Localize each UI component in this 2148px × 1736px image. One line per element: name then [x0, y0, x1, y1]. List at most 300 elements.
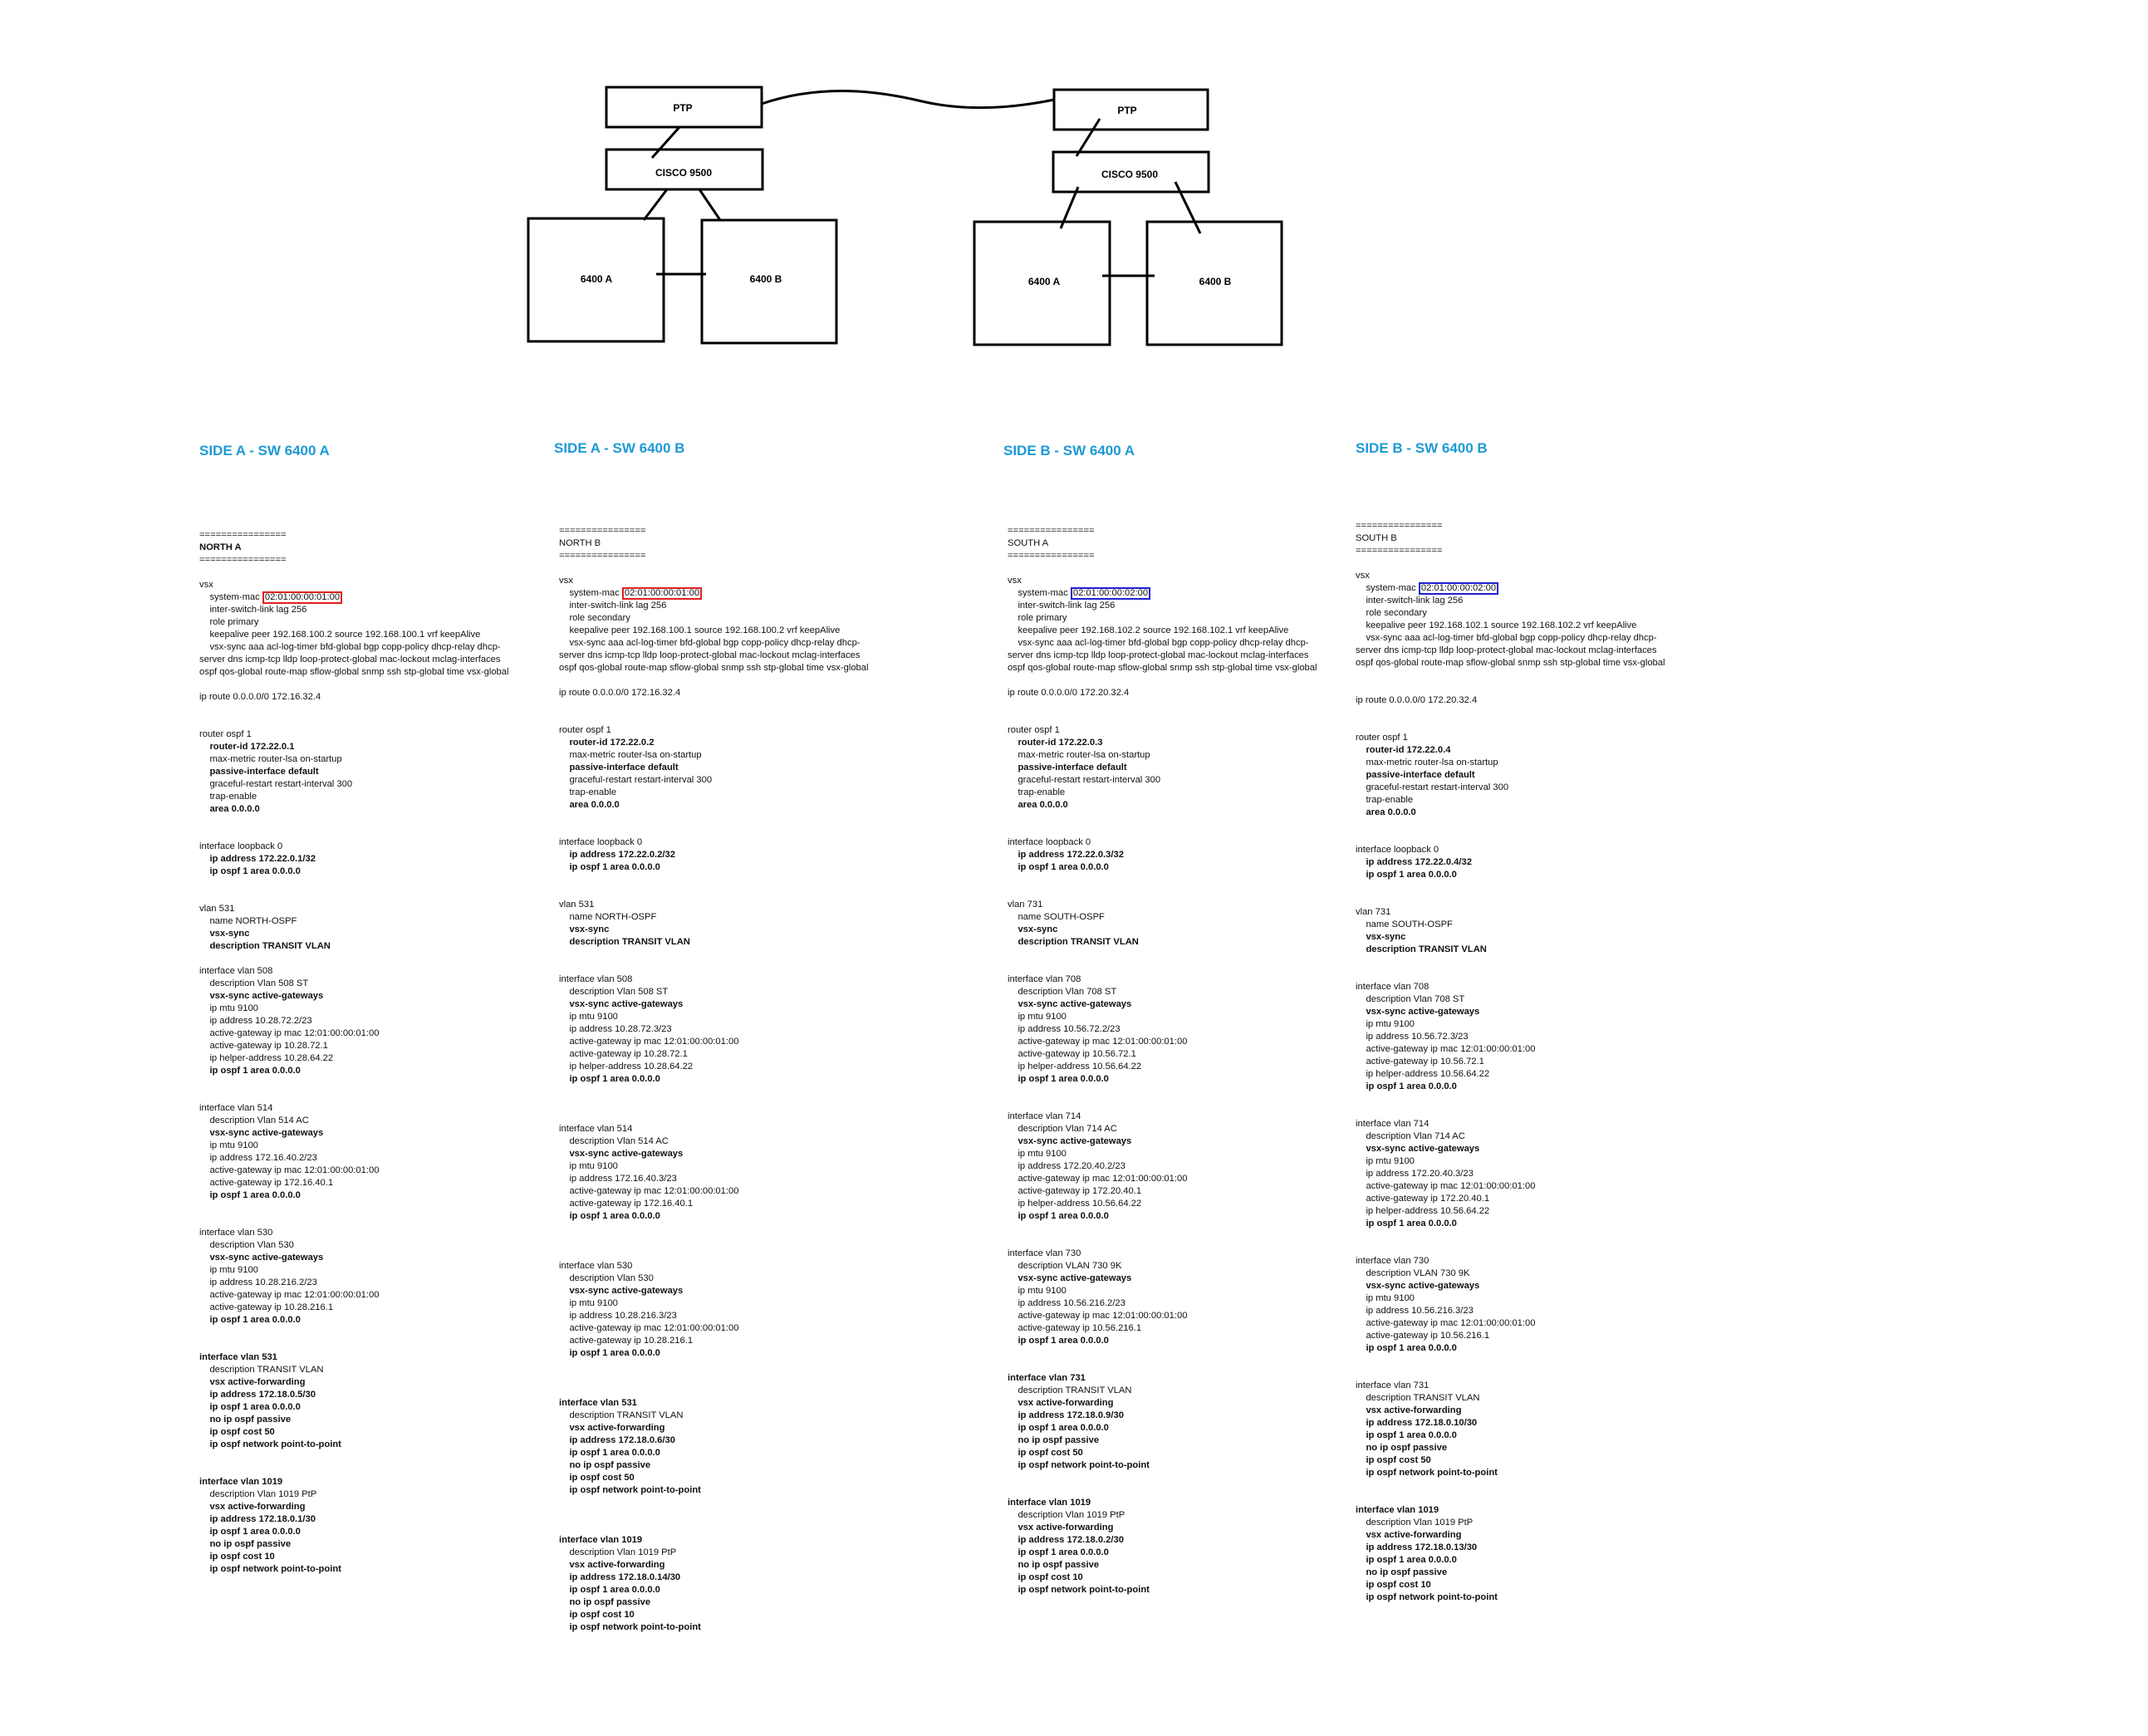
config-line: [559, 762, 870, 774]
config-line: [1008, 1061, 1319, 1073]
config-line-text: active-gateway ip mac 12:01:00:00:01:00: [559, 1186, 739, 1196]
config-line: [559, 1509, 870, 1522]
config-line-text: area 0.0.0.0: [559, 800, 620, 810]
config-line-text: interface vlan 730: [1356, 1256, 1430, 1266]
config-line-text: interface vlan 714: [1356, 1119, 1430, 1129]
config-line: [559, 1360, 870, 1372]
config-line-text: trap-enable: [1356, 795, 1414, 805]
config-line-text: description TRANSIT VLAN: [559, 937, 690, 947]
config-line: [559, 674, 870, 687]
config-line-text: ip mtu 9100: [1008, 1286, 1067, 1296]
config-line: [559, 799, 870, 812]
config-line-text: ip mtu 9100: [199, 1140, 258, 1150]
config-line-text: no ip ospf passive: [199, 1539, 292, 1549]
config-line: [1356, 1280, 1667, 1292]
config-line: [199, 566, 511, 579]
config-line-text: role secondary: [559, 613, 630, 623]
config-line: [1008, 712, 1319, 724]
config-line: [199, 1389, 511, 1401]
config-line-text: ip ospf cost 50: [199, 1427, 275, 1437]
config-line: [1356, 520, 1667, 532]
config-line: [1008, 1372, 1319, 1385]
switch-6400-b-side-a-label: 6400 B: [749, 273, 782, 285]
config-line-text: interface loopback 0: [559, 837, 643, 847]
config-line: [199, 1476, 511, 1488]
config-line-text: interface vlan 1019: [1356, 1505, 1439, 1515]
config-line: [559, 724, 870, 737]
config-line-text: interface vlan 730: [1008, 1248, 1081, 1258]
config-line: [1008, 812, 1319, 824]
config-line-text: vsx active-forwarding: [559, 1560, 665, 1570]
config-line-text: ip helper-address 10.56.64.22: [1356, 1206, 1490, 1216]
config-line-text: role primary: [199, 617, 259, 627]
config-line-text: vsx: [559, 576, 573, 586]
config-line: [1356, 1504, 1667, 1517]
config-line: [1008, 998, 1319, 1011]
config-line: [1356, 1243, 1667, 1255]
config-line: [1008, 1572, 1319, 1584]
config-line-text: ip ospf 1 area 0.0.0.0: [1008, 1074, 1109, 1084]
config-line-text: vsx-sync: [559, 924, 610, 934]
config-line-text: ip ospf 1 area 0.0.0.0: [199, 1190, 301, 1200]
config-line: [1356, 607, 1667, 620]
config-line-text: vsx-sync active-gateways: [199, 991, 324, 1001]
config-line-text: description TRANSIT VLAN: [1356, 1393, 1480, 1403]
config-line-text: ip ospf 1 area 0.0.0.0: [1356, 1555, 1457, 1565]
config-line: [559, 774, 870, 787]
config-line: [559, 886, 870, 899]
config-line: [1008, 1198, 1319, 1210]
config-line: [1356, 1554, 1667, 1567]
system-mac-highlight: 02:01:00:00:02:00: [1419, 582, 1498, 595]
config-line-text: ip mtu 9100: [559, 1012, 618, 1022]
config-line: [1008, 1011, 1319, 1023]
config-line: [199, 878, 511, 890]
config-line: [1008, 961, 1319, 973]
config-line: [199, 1327, 511, 1339]
config-line: [1356, 669, 1667, 682]
config-line-text: active-gateway ip mac 12:01:00:00:01:00: [1008, 1174, 1188, 1184]
config-line: [1356, 1517, 1667, 1529]
config-line-text: ip ospf 1 area 0.0.0.0: [1008, 1211, 1109, 1221]
config-line: [559, 1123, 870, 1135]
config-line-text: active-gateway ip 172.20.40.1: [1008, 1186, 1142, 1196]
config-line: [1008, 1148, 1319, 1160]
config-line-text: vsx-sync active-gateways: [1356, 1281, 1480, 1291]
config-line-text: SOUTH B: [1356, 533, 1397, 543]
config-line-text: interface loopback 0: [199, 841, 283, 851]
config-line-text: description Vlan 514 AC: [559, 1136, 669, 1146]
config-line: [1008, 1160, 1319, 1173]
config-line: [559, 1559, 870, 1572]
section-heading-side-a-sw-b: SIDE A - SW 6400 B: [554, 440, 685, 456]
config-line: [1356, 1106, 1667, 1118]
config-line-text: ip mtu 9100: [199, 1265, 258, 1275]
config-line-text: active-gateway ip mac 12:01:00:00:01:00: [199, 1165, 380, 1175]
config-line: [1008, 899, 1319, 911]
config-block-side-b-sw-b: [1356, 520, 1667, 1604]
config-line-text: area 0.0.0.0: [1356, 807, 1416, 817]
config-line: [1356, 1018, 1667, 1031]
config-line: [1008, 911, 1319, 924]
config-line: [199, 1302, 511, 1314]
config-line-text: max-metric router-lsa on-startup: [1356, 758, 1498, 767]
config-line-text: ip helper-address 10.56.64.22: [1008, 1062, 1142, 1072]
config-line-text: vsx-sync active-gateways: [559, 999, 684, 1009]
config-line: [1356, 1292, 1667, 1305]
config-line: [559, 1160, 870, 1173]
config-line-text: ip mtu 9100: [559, 1161, 618, 1171]
config-line: [199, 1252, 511, 1264]
config-line: [199, 1227, 511, 1239]
config-line-text: ip address 172.16.40.3/23: [559, 1174, 677, 1184]
config-line-text: ip address 172.22.0.2/32: [559, 850, 675, 860]
config-line: [1008, 799, 1319, 812]
config-line-text: vsx active-forwarding: [1008, 1523, 1114, 1532]
config-line: [1356, 869, 1667, 881]
config-line-text: name NORTH-OSPF: [199, 916, 297, 926]
config-line: [199, 1115, 511, 1127]
config-line-text: ip helper-address 10.56.64.22: [1356, 1069, 1490, 1079]
config-line: [1008, 787, 1319, 799]
config-line: [1356, 1043, 1667, 1056]
config-line-text: vsx: [1008, 576, 1022, 586]
config-line-text: ip ospf 1 area 0.0.0.0: [1356, 1430, 1457, 1440]
config-line: [199, 990, 511, 1003]
config-line: [1356, 719, 1667, 732]
config-line-text: ================: [199, 555, 287, 565]
config-line-text: ip address 172.18.0.10/30: [1356, 1418, 1478, 1428]
config-line: [199, 866, 511, 878]
config-line: [1356, 831, 1667, 844]
config-line: [199, 1364, 511, 1376]
config-line: [559, 1285, 870, 1297]
config-line-text: interface vlan 714: [1008, 1111, 1081, 1121]
config-line-text: vsx active-forwarding: [559, 1423, 665, 1433]
config-line-text: interface vlan 530: [559, 1261, 633, 1271]
config-line-text: ================: [1008, 526, 1095, 536]
config-line-text: interface vlan 514: [199, 1103, 273, 1113]
config-line: [1356, 1467, 1667, 1479]
config-line: [1008, 1123, 1319, 1135]
config-line: [199, 1439, 511, 1451]
config-line: [1008, 562, 1319, 575]
config-line: [559, 1621, 870, 1634]
config-line: [559, 1273, 870, 1285]
config-line: [199, 1488, 511, 1501]
config-line: [1008, 762, 1319, 774]
config-line: [1356, 1180, 1667, 1193]
config-line: [1356, 1542, 1667, 1554]
config-line: [199, 1102, 511, 1115]
config-line-text: ip address 172.22.0.3/32: [1008, 850, 1124, 860]
config-line: [559, 1584, 870, 1596]
config-line-text: ip ospf network point-to-point: [559, 1622, 701, 1632]
config-line-text: active-gateway ip mac 12:01:00:00:01:00: [559, 1037, 739, 1047]
config-line: [199, 741, 511, 753]
config-line-text: graceful-restart restart-interval 300: [1356, 782, 1509, 792]
config-line-text: ip address 10.56.216.2/23: [1008, 1298, 1125, 1308]
config-line: [559, 1422, 870, 1434]
config-line-text: ip address 172.20.40.3/23: [1356, 1169, 1474, 1179]
config-line: [559, 874, 870, 886]
config-line: [559, 575, 870, 587]
config-line: [1008, 1559, 1319, 1572]
config-line: [559, 749, 870, 762]
config-line: [559, 1322, 870, 1335]
config-line: [1356, 1168, 1667, 1180]
config-line-text: ip ospf cost 50: [1356, 1455, 1431, 1465]
config-line-text: ip ospf 1 area 0.0.0.0: [199, 1402, 301, 1412]
config-line-text: passive-interface default: [1008, 763, 1127, 772]
config-line: [559, 861, 870, 874]
config-line: [559, 637, 870, 674]
config-line-text: vsx-sync aaa acl-log-timer bfd-global bgp copp-policy dhcp-relay dhcp-server dns icmp-tcp lldp loop-protect-global mac-lockout mclag-interfaces ospf qos-global route-map sflow-global snmp ssh stp-global time vsx-global: [1008, 638, 1317, 673]
config-line-text: description Vlan 714 AC: [1356, 1131, 1465, 1141]
config-line-text: ip address 172.22.0.1/32: [199, 854, 316, 864]
config-line: [559, 824, 870, 836]
config-line: [1356, 1118, 1667, 1130]
config-line: [559, 1011, 870, 1023]
config-line-text: ip address 172.16.40.2/23: [199, 1153, 317, 1163]
config-line: [1356, 956, 1667, 969]
config-line: [1008, 612, 1319, 625]
config-line-text: ip address 10.56.216.3/23: [1356, 1306, 1474, 1316]
config-line: [199, 1202, 511, 1214]
network-diagram: [0, 0, 2148, 382]
config-line: [559, 1572, 870, 1584]
config-line: [1008, 874, 1319, 886]
config-line: [1356, 1155, 1667, 1168]
config-line: [1008, 1547, 1319, 1559]
config-line-text: description Vlan 1019 PtP: [559, 1547, 677, 1557]
config-line: [1356, 1430, 1667, 1442]
config-line: [559, 836, 870, 849]
config-line: [559, 1235, 870, 1248]
config-line: [199, 778, 511, 791]
config-line-text: vlan 531: [199, 904, 235, 914]
config-line: [199, 1426, 511, 1439]
config-line: [559, 1547, 870, 1559]
config-line: [199, 1239, 511, 1252]
config-line: [559, 936, 870, 949]
config-line: [1356, 819, 1667, 831]
config-line-text: keepalive peer 192.168.102.1 source 192.168.102.2 vrf keepAlive: [1356, 620, 1637, 630]
config-line-text: router ospf 1: [1008, 725, 1060, 735]
config-line-text: system-mac: [559, 588, 622, 598]
config-line-text: ip address 172.18.0.14/30: [559, 1572, 681, 1582]
config-line: [1356, 993, 1667, 1006]
config-line-text: vsx active-forwarding: [199, 1502, 306, 1512]
config-line-text: inter-switch-link lag 256: [1356, 596, 1464, 606]
config-line: [1008, 1484, 1319, 1497]
config-line-text: interface vlan 731: [1008, 1373, 1086, 1383]
config-line-text: interface vlan 514: [559, 1124, 633, 1134]
config-line: [199, 978, 511, 990]
config-line-text: vsx-sync: [199, 929, 250, 939]
config-line: [199, 890, 511, 903]
config-line: [1008, 687, 1319, 699]
config-line-text: ip ospf 1 area 0.0.0.0: [1356, 1081, 1457, 1091]
config-line: [199, 629, 511, 641]
config-line-text: vsx active-forwarding: [1356, 1405, 1462, 1415]
config-line: [1356, 620, 1667, 632]
config-line-text: ip helper-address 10.56.64.22: [1008, 1199, 1142, 1209]
config-line: [559, 1260, 870, 1273]
config-line-text: SOUTH A: [1008, 538, 1049, 548]
config-line-text: ip helper-address 10.28.64.22: [199, 1053, 334, 1063]
config-line: [1356, 782, 1667, 794]
config-line-text: ip ospf 1 area 0.0.0.0: [199, 1315, 301, 1325]
config-line-text: active-gateway ip mac 12:01:00:00:01:00: [1008, 1311, 1188, 1321]
config-line: [199, 1189, 511, 1202]
config-line: [199, 853, 511, 866]
config-line: [1008, 1023, 1319, 1036]
config-line-text: ip ospf 1 area 0.0.0.0: [199, 1066, 301, 1076]
config-line: [1356, 744, 1667, 757]
config-line: [199, 1351, 511, 1364]
config-line-text: active-gateway ip 10.56.72.1: [1008, 1049, 1136, 1059]
config-line-text: ip address 172.18.0.5/30: [199, 1390, 316, 1400]
config-line: [559, 1434, 870, 1447]
config-line: [1008, 1347, 1319, 1360]
config-line-text: ip address 172.18.0.2/30: [1008, 1535, 1124, 1545]
config-line: [1008, 1397, 1319, 1410]
config-line: [1356, 1268, 1667, 1280]
config-line: [559, 1198, 870, 1210]
config-line: [1008, 774, 1319, 787]
config-line-text: description Vlan 1019 PtP: [199, 1489, 317, 1499]
config-line: [1008, 587, 1319, 600]
config-line: [559, 525, 870, 537]
config-line-text: description TRANSIT VLAN: [1008, 937, 1139, 947]
config-line: [559, 1048, 870, 1061]
config-line-text: ip ospf 1 area 0.0.0.0: [199, 866, 301, 876]
config-line-text: active-gateway ip 172.16.40.1: [199, 1178, 334, 1188]
config-line: [1356, 632, 1667, 669]
config-line-text: system-mac: [1008, 588, 1071, 598]
config-line: [1008, 1534, 1319, 1547]
config-line-text: active-gateway ip mac 12:01:00:00:01:00: [1356, 1318, 1536, 1328]
config-line: [1356, 1081, 1667, 1093]
config-line: [559, 1596, 870, 1609]
config-line: [199, 616, 511, 629]
config-line-text: description Vlan 714 AC: [1008, 1124, 1117, 1134]
config-line: [199, 791, 511, 803]
config-line: [559, 849, 870, 861]
config-line: [1356, 856, 1667, 869]
ptp-b-label: PTP: [1117, 105, 1137, 116]
config-line: [199, 1563, 511, 1576]
config-line: [1008, 1260, 1319, 1273]
config-line-text: ip ospf network point-to-point: [1008, 1460, 1150, 1470]
config-line-text: vsx-sync active-gateways: [559, 1149, 684, 1159]
config-line: [199, 529, 511, 542]
config-line-text: name SOUTH-OSPF: [1008, 912, 1105, 922]
config-line-text: ip ospf 1 area 0.0.0.0: [559, 1585, 660, 1595]
config-line: [1356, 1479, 1667, 1492]
config-line-text: vsx: [1356, 571, 1370, 581]
config-line: [1356, 844, 1667, 856]
config-line: [559, 1447, 870, 1459]
config-line-text: active-gateway ip 172.16.40.1: [559, 1199, 694, 1209]
config-line: [1008, 625, 1319, 637]
config-line-text: ip route 0.0.0.0/0 172.16.32.4: [199, 692, 321, 702]
config-line-text: description Vlan 708 ST: [1356, 994, 1465, 1004]
config-line-text: inter-switch-link lag 256: [199, 605, 307, 615]
config-line: [1356, 931, 1667, 944]
config-line: [1356, 595, 1667, 607]
config-line: [199, 1551, 511, 1563]
config-line: [559, 1086, 870, 1098]
config-line-text: no ip ospf passive: [559, 1460, 651, 1470]
config-line: [199, 1264, 511, 1277]
config-block-side-a-sw-b: [559, 525, 870, 1634]
config-line: [199, 1401, 511, 1414]
config-line-text: ip mtu 9100: [1356, 1156, 1415, 1166]
config-line-text: active-gateway ip 10.28.72.1: [559, 1049, 688, 1059]
config-line: [1008, 824, 1319, 836]
config-line: [559, 1310, 870, 1322]
config-line: [1008, 1584, 1319, 1596]
config-line: [1356, 557, 1667, 570]
config-line-text: passive-interface default: [199, 767, 319, 777]
config-line: [1356, 807, 1667, 819]
config-line-text: interface loopback 0: [1008, 837, 1091, 847]
config-line: [1356, 1355, 1667, 1367]
config-line-text: description Vlan 508 ST: [559, 987, 669, 997]
config-line: [559, 562, 870, 575]
config-line-text: ip ospf 1 area 0.0.0.0: [1008, 1423, 1109, 1433]
config-line: [1008, 886, 1319, 899]
config-line: [1356, 1205, 1667, 1218]
config-line-text: ip ospf 1 area 0.0.0.0: [199, 1527, 301, 1537]
config-line-text: ip ospf 1 area 0.0.0.0: [559, 1348, 660, 1358]
config-line-text: ip ospf network point-to-point: [1008, 1585, 1150, 1595]
config-line-text: ip address 172.18.0.6/30: [559, 1435, 675, 1445]
config-line: [1356, 694, 1667, 707]
switch-6400-a-side-b-label: 6400 A: [1027, 276, 1061, 287]
config-line: [199, 1501, 511, 1513]
config-line: [1008, 550, 1319, 562]
config-line-text: ip ospf 1 area 0.0.0.0: [1356, 1219, 1457, 1228]
config-line-text: vsx-sync active-gateways: [199, 1253, 324, 1263]
config-line: [1008, 699, 1319, 712]
config-line-text: graceful-restart restart-interval 300: [559, 775, 713, 785]
config-line-text: passive-interface default: [1356, 770, 1475, 780]
config-line-text: description Vlan 1019 PtP: [1356, 1518, 1474, 1528]
system-mac-highlight: 02:01:00:00:01:00: [622, 587, 702, 600]
config-line: [1008, 1297, 1319, 1310]
config-line: [1356, 1330, 1667, 1342]
config-line: [1356, 1031, 1667, 1043]
config-line: [199, 1526, 511, 1538]
config-line-text: keepalive peer 192.168.102.2 source 192.168.102.1 vrf keepAlive: [1008, 625, 1289, 635]
config-block-side-a-sw-a: [199, 529, 511, 1576]
config-line: [1008, 749, 1319, 762]
config-line: [559, 812, 870, 824]
config-line: [559, 1023, 870, 1036]
config-line-text: router-id 172.22.0.2: [559, 738, 655, 748]
config-line-text: description TRANSIT VLAN: [199, 941, 331, 951]
config-line-text: vsx-sync aaa acl-log-timer bfd-global bgp copp-policy dhcp-relay dhcp-server dns icmp-tcp lldp loop-protect-global mac-lockout mclag-interfaces ospf qos-global route-map sflow-global snmp ssh stp-global time vsx-global: [199, 642, 509, 677]
config-line: [559, 625, 870, 637]
config-line: [1356, 1367, 1667, 1380]
config-line: [559, 1335, 870, 1347]
config-line-text: no ip ospf passive: [1356, 1567, 1448, 1577]
config-line-text: ip mtu 9100: [1008, 1012, 1067, 1022]
config-line: [199, 1003, 511, 1015]
